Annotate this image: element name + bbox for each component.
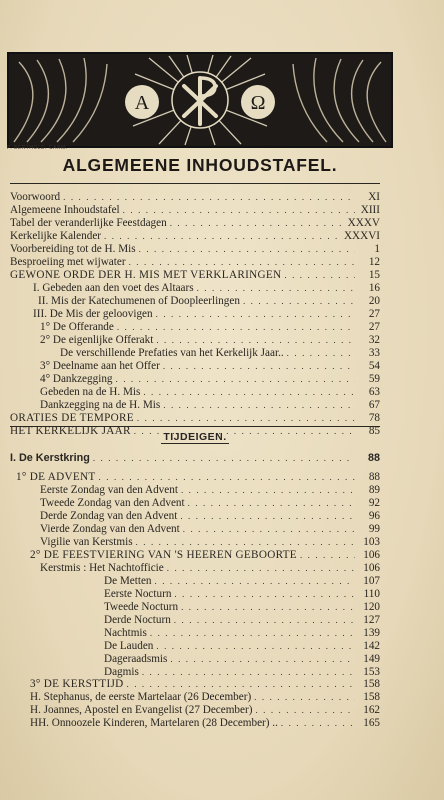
toc-entry-label: Dagmis xyxy=(104,666,139,678)
toc-entry-label: Derde Nocturn xyxy=(104,614,171,626)
toc-entry-label: H. Joannes, Apostel en Evangelist (27 December) xyxy=(30,704,253,716)
toc-entry-page: 32 xyxy=(368,334,380,346)
toc-entry-label: II. Mis der Katechumenen of Doopleerlingen xyxy=(38,295,240,307)
dot-leader xyxy=(143,386,355,399)
toc-entry-label: HET KERKELIJK JAAR xyxy=(10,425,131,437)
toc-entry-page: XIII xyxy=(360,204,380,216)
dot-leader xyxy=(104,230,341,243)
dot-leader xyxy=(170,217,345,230)
toc-entry-page: 16 xyxy=(368,282,380,294)
toc-entry-label: Tweede Nocturn xyxy=(104,601,179,613)
toc-entry-page: 89 xyxy=(368,484,380,496)
toc-entry-label: Eerste Zondag van den Advent xyxy=(40,484,178,496)
toc-entry-page: 139 xyxy=(363,627,380,639)
toc-entry-page: 162 xyxy=(363,704,380,716)
toc-entry-page: 153 xyxy=(363,666,380,678)
dot-leader xyxy=(156,308,355,321)
section-rule xyxy=(10,426,380,427)
toc-entry-page: 1 xyxy=(374,243,380,255)
title-rule xyxy=(10,183,380,184)
dot-leader xyxy=(116,373,355,386)
dot-leader xyxy=(127,678,356,691)
dot-leader xyxy=(139,243,355,256)
toc-entry xyxy=(40,399,380,412)
dot-leader xyxy=(197,282,355,295)
toc-entry-label: 3° Deelname aan het Offer xyxy=(40,360,160,372)
dot-leader xyxy=(170,653,355,666)
toc-entry xyxy=(16,471,380,484)
dot-leader xyxy=(129,256,355,269)
dot-leader xyxy=(183,523,355,536)
toc-entry-page: 12 xyxy=(368,256,380,268)
toc-entry-label: De verschillende Prefaties van het Kerkelijk Jaar.. xyxy=(60,347,284,359)
toc-entry-label: III. De Mis der geloovigen xyxy=(33,308,153,320)
toc-entry-label: I. De Kerstkring xyxy=(10,452,90,464)
toc-entry-page: 54 xyxy=(368,360,380,372)
dot-leader xyxy=(180,510,355,523)
dot-leader xyxy=(93,452,355,465)
dot-leader xyxy=(174,614,355,627)
toc-entry-label: 1° De Offerande xyxy=(40,321,114,333)
toc-entry xyxy=(10,217,380,230)
dot-leader xyxy=(155,575,355,588)
dot-leader xyxy=(163,360,355,373)
toc-entry xyxy=(38,295,380,308)
toc-entry-label: 2° De eigenlijke Offerakt xyxy=(40,334,154,346)
toc-entry-label: De Lauden xyxy=(104,640,154,652)
toc-entry-label: Derde Zondag van den Advent xyxy=(40,510,178,522)
toc-entry-page: 27 xyxy=(368,321,380,333)
dot-leader xyxy=(243,295,355,308)
toc-entry xyxy=(104,653,380,666)
toc-entry xyxy=(104,588,380,601)
dot-leader xyxy=(136,536,355,549)
toc-entry-page: 149 xyxy=(363,653,380,665)
dot-leader xyxy=(117,321,355,334)
toc-entry-page: 165 xyxy=(363,717,380,729)
toc-entry xyxy=(40,497,380,510)
dot-leader xyxy=(287,347,355,360)
toc-entry-label: Voorwoord xyxy=(10,191,61,203)
dot-leader xyxy=(63,191,355,204)
toc-entry xyxy=(40,510,380,523)
toc-entry-page: 103 xyxy=(363,536,380,548)
toc-entry-page: 107 xyxy=(363,575,380,587)
toc-entry-label: Voorbereiding tot de H. Mis xyxy=(10,243,136,255)
toc-entry xyxy=(10,204,380,217)
toc-entry-label: Kerstmis : Het Nachtofficie xyxy=(40,562,164,574)
toc-entry xyxy=(40,536,380,549)
toc-entry-page: 158 xyxy=(363,678,380,690)
toc-entry-page: XI xyxy=(368,191,380,203)
dot-leader xyxy=(137,412,355,425)
toc-entry-page: 15 xyxy=(368,269,380,281)
toc-entry xyxy=(33,282,380,295)
toc-entry xyxy=(40,484,380,497)
toc-entry xyxy=(10,191,380,204)
toc-entry-label: Vigilie van Kerstmis xyxy=(40,536,133,548)
dot-leader xyxy=(281,717,355,730)
toc-entry-page: 127 xyxy=(363,614,380,626)
toc-entry xyxy=(40,334,380,347)
toc-entry-page: 78 xyxy=(368,412,380,424)
toc-entry xyxy=(10,269,380,282)
toc-entry-label: I. Gebeden aan den voet des Altaars xyxy=(33,282,194,294)
toc-entry xyxy=(40,373,380,386)
toc-entry-page: 96 xyxy=(368,510,380,522)
page-title: ALGEMEENE INHOUDSTAFEL. xyxy=(62,155,338,175)
dot-leader xyxy=(163,399,355,412)
toc-entry-label: Kerkelijke Kalender xyxy=(10,230,102,242)
toc-entry-label: 1° DE ADVENT xyxy=(16,471,96,483)
toc-entry-page: 59 xyxy=(368,373,380,385)
dot-leader xyxy=(181,601,355,614)
toc-entry-page: 106 xyxy=(363,549,380,561)
toc-entry-label: 4° Dankzegging xyxy=(40,373,113,385)
toc-entry xyxy=(104,575,380,588)
toc-entry-label: Algemeene Inhoudstafel xyxy=(10,204,120,216)
dot-leader xyxy=(150,627,355,640)
toc-entry-page: 20 xyxy=(368,295,380,307)
toc-entry xyxy=(30,717,380,730)
toc-entry-page: 33 xyxy=(368,347,380,359)
toc-entry-page: 158 xyxy=(363,691,380,703)
dot-leader xyxy=(255,704,355,717)
toc-entry-label: 2° DE FEESTVIERING VAN 'S HEEREN GEBOORTE xyxy=(30,549,297,561)
toc-entry-label: Tweede Zondag van den Advent xyxy=(40,497,185,509)
toc-entry xyxy=(104,601,380,614)
toc-entry xyxy=(10,412,380,425)
toc-entry-page: 85 xyxy=(368,425,380,437)
toc-entry-label: ORATIES DE TEMPORE xyxy=(10,412,134,424)
toc-entry-page: 88 xyxy=(367,452,380,464)
dot-leader xyxy=(174,588,355,601)
toc-entry xyxy=(104,640,380,653)
toc-entry-label: Dankzegging na de H. Mis xyxy=(40,399,161,411)
toc-entry-label: GEWONE ORDE DER H. MIS MET VERKLARINGEN xyxy=(10,269,282,281)
toc-entry-page: 99 xyxy=(368,523,380,535)
toc-entry-label: De Metten xyxy=(104,575,152,587)
toc-entry xyxy=(104,614,380,627)
toc-entry-label: Gebeden na de H. Mis xyxy=(40,386,141,398)
toc-entry xyxy=(10,230,380,243)
toc-entry xyxy=(10,243,380,256)
toc-entry xyxy=(30,549,380,562)
toc-entry-page: XXXV xyxy=(347,217,380,229)
dot-leader xyxy=(188,497,355,510)
chi-rho-woodcut xyxy=(9,54,391,146)
toc-entry-label: HH. Onnoozele Kinderen, Martelaren (28 December) .. xyxy=(30,717,278,729)
toc-entry xyxy=(30,691,380,704)
toc-entry xyxy=(60,347,380,360)
dot-leader xyxy=(123,204,355,217)
toc-entry-label: Besproeiing met wijwater xyxy=(10,256,126,268)
toc-entry-page: 63 xyxy=(368,386,380,398)
toc-entry xyxy=(40,360,380,373)
toc-entry xyxy=(40,321,380,334)
toc-entry-label: Tabel der veranderlijke Feestdagen xyxy=(10,217,167,229)
alpha-letter: A xyxy=(134,92,150,114)
dot-leader xyxy=(284,269,355,282)
dot-leader xyxy=(181,484,355,497)
artist-signature: P. BERTHOLD. CARM. xyxy=(7,145,68,151)
toc-entry-label: Vierde Zondag van den Advent xyxy=(40,523,180,535)
omega-letter: Ω xyxy=(250,92,266,114)
dot-leader xyxy=(167,562,355,575)
toc-entry-page: 106 xyxy=(363,562,380,574)
toc-entry xyxy=(33,308,380,321)
dot-leader xyxy=(99,471,355,484)
dot-leader xyxy=(254,691,355,704)
toc-entry xyxy=(30,678,380,691)
toc-entry xyxy=(40,562,380,575)
toc-entry xyxy=(10,256,380,269)
dot-leader xyxy=(156,640,355,653)
section-heading-text: TIJDEIGEN. xyxy=(163,431,227,443)
toc-entry-page: 142 xyxy=(363,640,380,652)
toc-entry-page: XXXVI xyxy=(343,230,380,242)
toc-entry-page: 67 xyxy=(368,399,380,411)
toc-entry xyxy=(40,523,380,536)
toc-entry xyxy=(104,627,380,640)
dot-leader xyxy=(156,334,355,347)
toc-entry-label: 3° DE KERSTTIJD xyxy=(30,678,124,690)
toc-entry-label: Eerste Nocturn xyxy=(104,588,172,600)
section-heading xyxy=(10,431,380,443)
toc-entry xyxy=(40,386,380,399)
dot-leader xyxy=(300,549,355,562)
toc-entry-page: 88 xyxy=(368,471,380,483)
toc-entry-page: 110 xyxy=(363,588,380,600)
toc-entry-page: 27 xyxy=(368,308,380,320)
toc-entry xyxy=(10,452,380,465)
toc-entry xyxy=(30,704,380,717)
toc-entry-page: 120 xyxy=(363,601,380,613)
toc-entry-label: H. Stephanus, de eerste Martelaar (26 December) xyxy=(30,691,252,703)
toc-entry-label: Nachtmis xyxy=(104,627,147,639)
header-illustration xyxy=(7,52,393,148)
toc-entry-page: 92 xyxy=(368,497,380,509)
toc-entry-label: Dageraadsmis xyxy=(104,653,168,665)
